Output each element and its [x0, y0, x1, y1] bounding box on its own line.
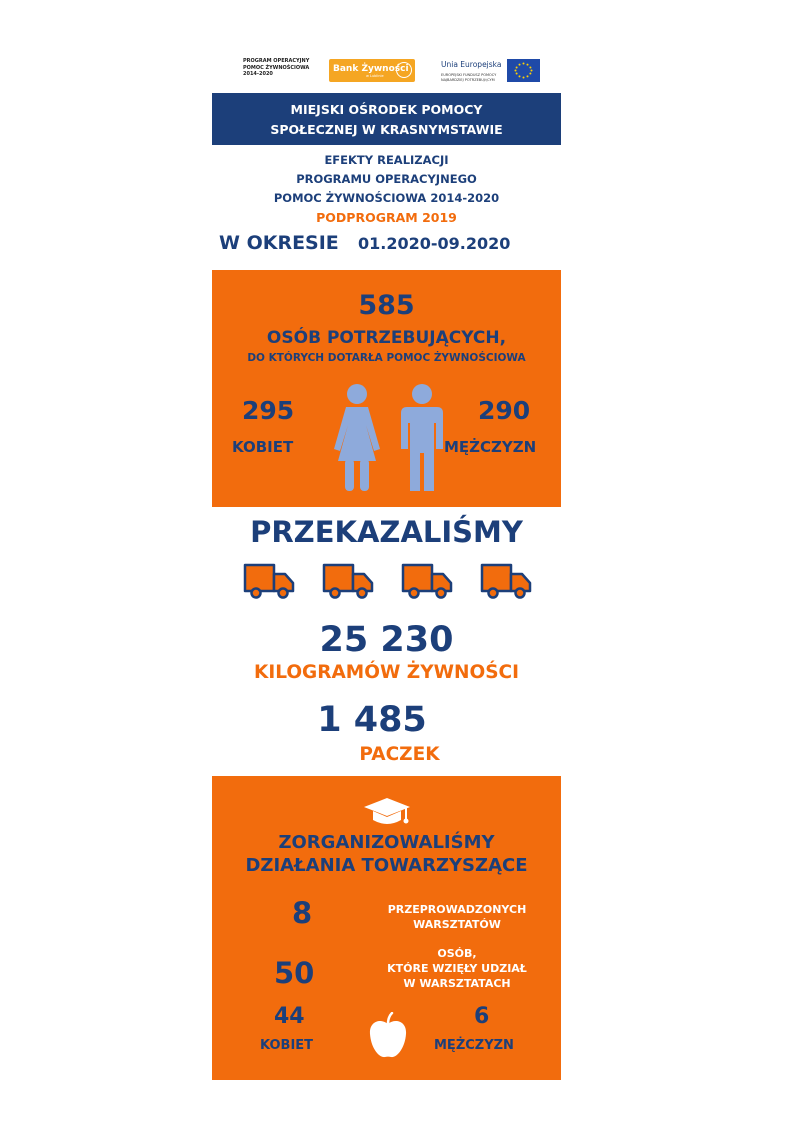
- title-line-1: MIEJSKI OŚRODEK POMOCY: [290, 102, 483, 117]
- participants-label-line-2: KTÓRE WZIĘŁY UDZIAŁ: [387, 962, 527, 975]
- activities-title-line-2: DZIAŁANIA TOWARZYSZĄCE: [245, 855, 528, 876]
- packages-label: PACZEK: [359, 744, 440, 765]
- men-label: MĘŻCZYZN: [444, 438, 537, 456]
- food-kg-value: 25 230: [319, 620, 454, 660]
- truck-icon: [242, 562, 296, 600]
- packages-value: 1 485: [317, 700, 427, 740]
- workshop-women-label: KOBIET: [260, 1038, 314, 1053]
- participants-label: [367, 946, 547, 991]
- activities-panel: [212, 776, 561, 1080]
- period-label: W OKRESIE: [219, 232, 339, 254]
- workshop-men-count: 6: [474, 1004, 490, 1029]
- title-line-2: SPOŁECZNEJ W KRASNYMSTAWIE: [270, 122, 503, 137]
- truck-icon: [479, 562, 533, 600]
- po-logo-line-2: POMOC ŻYWNOŚCIOWA: [243, 64, 310, 71]
- eu-logo-text: [441, 60, 506, 82]
- eu-logo-title: Unia Europejska: [441, 60, 502, 69]
- beneficiaries-total: 585: [358, 290, 415, 321]
- bank-logo-text: Bank Żywności: [333, 64, 409, 74]
- bank-logo-emblem-icon: [396, 62, 412, 78]
- subprogram-label: PODPROGRAM 2019: [316, 210, 457, 225]
- participants-label-line-1: OSÓB,: [437, 947, 477, 960]
- effects-line-1: EFEKTY REALIZACJI: [324, 153, 449, 167]
- workshops-label: [367, 902, 547, 932]
- workshops-count: 8: [292, 896, 313, 930]
- effects-line-3: POMOC ŻYWNOŚCIOWA 2014-2020: [273, 191, 500, 205]
- workshops-label-line-2: WARSZTATÓW: [413, 918, 501, 931]
- truck-icon: [400, 562, 454, 600]
- men-count: 290: [478, 396, 531, 425]
- beneficiaries-panel: [212, 270, 561, 507]
- bank-zywnosci-logo: [329, 59, 415, 82]
- women-label: KOBIET: [232, 438, 294, 456]
- apple-icon: [367, 1012, 409, 1060]
- woman-icon: [330, 383, 384, 493]
- po-pz-logo: [243, 58, 323, 78]
- workshop-women-count: 44: [274, 1004, 305, 1029]
- activities-title: [212, 831, 561, 877]
- transfer-heading: PRZEKAZALIŚMY: [250, 515, 523, 549]
- bank-logo-subtext: w Lublinie: [366, 74, 384, 78]
- workshop-men-label: MĘŻCZYZN: [434, 1038, 514, 1053]
- man-icon: [399, 383, 445, 493]
- participants-count: 50: [274, 956, 315, 990]
- title-banner: [212, 93, 561, 145]
- effects-heading: [212, 151, 561, 208]
- activities-title-line-1: ZORGANIZOWALIŚMY: [278, 832, 495, 853]
- women-count: 295: [242, 396, 295, 425]
- eu-flag-icon: [507, 59, 540, 82]
- effects-line-2: PROGRAMU OPERACYJNEGO: [296, 172, 477, 186]
- beneficiaries-sublabel: DO KTÓRYCH DOTARŁA POMOC ŻYWNOŚCIOWA: [247, 352, 526, 364]
- workshops-label-line-1: PRZEPROWADZONYCH: [387, 903, 527, 916]
- period-value: 01.2020-09.2020: [358, 234, 511, 253]
- food-kg-label: KILOGRAMÓW ŻYWNOŚCI: [253, 662, 520, 683]
- participants-label-line-3: W WARSZTATACH: [403, 977, 511, 990]
- eu-logo-subtitle: EUROPEJSKI FUNDUSZ POMOCY NAJBARDZIEJ POTRZEBUJĄCYM: [441, 73, 497, 82]
- beneficiaries-label: OSÓB POTRZEBUJĄCYCH,: [266, 328, 507, 348]
- po-logo-line-1: PROGRAM OPERACYJNY: [243, 58, 310, 64]
- graduation-cap-icon: [362, 796, 412, 828]
- po-logo-line-3: 2014-2020: [243, 71, 273, 77]
- truck-icon: [321, 562, 375, 600]
